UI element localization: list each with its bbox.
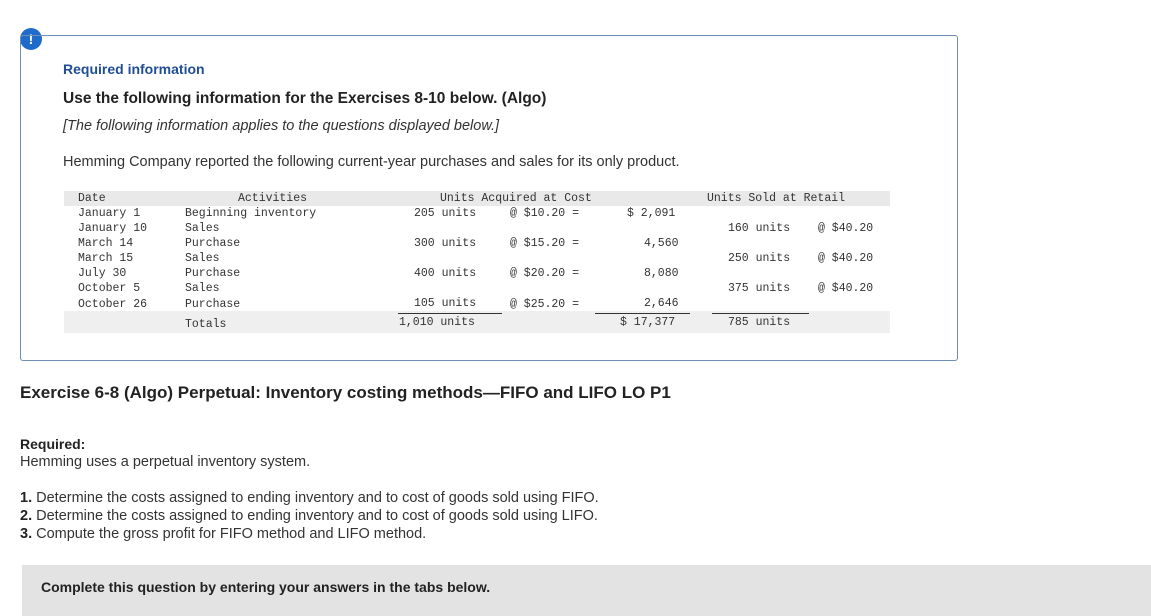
inventory-table (64, 191, 890, 336)
header-date: Date (78, 192, 106, 205)
company-description: Hemming Company reported the following current-year purchases and sales for its only product. (63, 154, 680, 170)
row-acquired-price: @ $10.20 = (510, 207, 580, 220)
row-activity: Sales (185, 282, 220, 295)
answer-instructions-text: Complete this question by entering your answers in the tabs below. (41, 579, 491, 595)
totals-sold-units: 785 units (728, 316, 791, 329)
step-number: 2. (20, 508, 33, 524)
row-date: January 10 (78, 222, 148, 235)
row-date: July 30 (78, 267, 127, 280)
row-activity: Purchase (185, 237, 241, 250)
row-acquired-units: 300 units (414, 237, 477, 250)
row-acquired-units: 105 units (414, 297, 477, 310)
applies-note: [The following information applies to the questions displayed below.] (63, 118, 500, 134)
row-acquired-total: 2,646 (644, 297, 679, 310)
row-sold-units: 250 units (728, 252, 791, 265)
row-activity: Sales (185, 252, 220, 265)
row-date: October 26 (78, 298, 148, 311)
row-date: March 14 (78, 237, 134, 250)
step-text: Determine the costs assigned to ending inventory and to cost of goods sold using FIFO. (36, 490, 599, 506)
exercise-range-heading: Use the following information for the Exercises 8-10 below. (Algo) (63, 90, 547, 107)
row-activity: Sales (185, 222, 220, 235)
row-sold-price: @ $40.20 (818, 282, 874, 295)
row-activity: Purchase (185, 298, 241, 311)
row-date: January 1 (78, 207, 141, 220)
row-acquired-total: 8,080 (644, 267, 679, 280)
row-sold-price: @ $40.20 (818, 222, 874, 235)
totals-label: Totals (185, 318, 227, 331)
row-acquired-total: $ 2,091 (627, 207, 676, 220)
row-activity: Purchase (185, 267, 241, 280)
totals-acquired-units: 1,010 units (399, 316, 475, 329)
required-label: Required: (20, 436, 86, 452)
row-acquired-units: 205 units (414, 207, 477, 220)
header-units-sold: Units Sold at Retail (707, 192, 846, 205)
step-text: Compute the gross profit for FIFO method and LIFO method. (36, 526, 427, 542)
exercise-title: Exercise 6-8 (Algo) Perpetual: Inventory costing methods—FIFO and LIFO LO P1 (20, 383, 671, 402)
row-acquired-total: 4,560 (644, 237, 679, 250)
underline-acquired-total (595, 313, 690, 314)
row-sold-price: @ $40.20 (818, 252, 874, 265)
row-acquired-units: 400 units (414, 267, 477, 280)
row-date: October 5 (78, 282, 141, 295)
step-text: Determine the costs assigned to ending inventory and to cost of goods sold using LIFO. (36, 508, 598, 524)
row-sold-units: 160 units (728, 222, 791, 235)
list-item (20, 525, 599, 543)
underline-sold-units (712, 313, 809, 314)
row-date: March 15 (78, 252, 134, 265)
row-activity: Beginning inventory (185, 207, 317, 220)
step-number: 3. (20, 526, 33, 542)
header-units-acquired: Units Acquired at Cost (440, 192, 592, 205)
totals-acquired-total: $ 17,377 (620, 316, 676, 329)
row-sold-units: 375 units (728, 282, 791, 295)
header-activities: Activities (238, 192, 308, 205)
row-acquired-price: @ $15.20 = (510, 237, 580, 250)
required-steps (20, 489, 599, 543)
perpetual-system-note: Hemming uses a perpetual inventory system. (20, 454, 311, 470)
step-number: 1. (20, 490, 33, 506)
list-item (20, 489, 599, 507)
required-information-heading: Required information (63, 61, 205, 77)
list-item (20, 507, 599, 525)
underline-acquired-units (398, 313, 502, 314)
alert-icon: ! (20, 28, 42, 50)
answer-instructions-bar (22, 565, 1151, 616)
row-acquired-price: @ $25.20 = (510, 298, 580, 311)
row-acquired-price: @ $20.20 = (510, 267, 580, 280)
